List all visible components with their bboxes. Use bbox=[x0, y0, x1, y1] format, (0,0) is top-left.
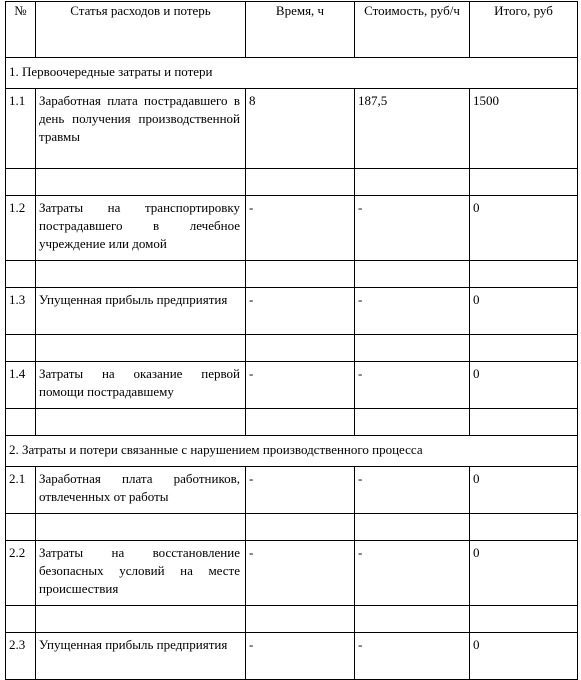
row-desc: Заработная плата работников, отвлеченных от работы bbox=[36, 467, 246, 514]
table-row bbox=[6, 633, 578, 680]
spacer-row bbox=[6, 335, 578, 362]
row-time: - bbox=[246, 196, 355, 261]
table-row bbox=[6, 288, 578, 335]
row-cost: - bbox=[355, 541, 470, 606]
table-row bbox=[6, 196, 578, 261]
spacer-row bbox=[6, 261, 578, 288]
row-total: 0 bbox=[470, 196, 578, 261]
header-num: № bbox=[6, 2, 36, 58]
header-cost: Стоимость, руб/ч bbox=[355, 2, 470, 58]
row-time: 8 bbox=[246, 89, 355, 169]
row-total: 0 bbox=[470, 362, 578, 409]
row-cost: 187,5 bbox=[355, 89, 470, 169]
table-header-row bbox=[6, 2, 578, 58]
row-num: 2.2 bbox=[6, 541, 36, 606]
row-desc: Затраты на оказание первой помощи пострадавшему bbox=[36, 362, 246, 409]
section-title: 2. Затраты и потери связанные с нарушением производственного процесса bbox=[6, 436, 578, 467]
header-time: Время, ч bbox=[246, 2, 355, 58]
row-total: 1500 bbox=[470, 89, 578, 169]
section-title: 1. Первоочередные затраты и потери bbox=[6, 58, 578, 89]
costs-table bbox=[5, 1, 578, 680]
row-total: 0 bbox=[470, 633, 578, 680]
row-total: 0 bbox=[470, 467, 578, 514]
table-row bbox=[6, 467, 578, 514]
row-num: 1.3 bbox=[6, 288, 36, 335]
row-time: - bbox=[246, 541, 355, 606]
table-row bbox=[6, 541, 578, 606]
row-desc: Затраты на восстановление безопасных условий на месте происшествия bbox=[36, 541, 246, 606]
row-desc: Упущенная прибыль предприятия bbox=[36, 633, 246, 680]
header-total: Итого, руб bbox=[470, 2, 578, 58]
row-desc: Заработная плата пострадавшего в день получения производственной травмы bbox=[36, 89, 246, 169]
row-num: 1.4 bbox=[6, 362, 36, 409]
table-row bbox=[6, 362, 578, 409]
spacer-row bbox=[6, 169, 578, 196]
row-num: 2.1 bbox=[6, 467, 36, 514]
row-time: - bbox=[246, 467, 355, 514]
row-cost: - bbox=[355, 633, 470, 680]
spacer-row bbox=[6, 514, 578, 541]
spacer-row bbox=[6, 409, 578, 436]
row-cost: - bbox=[355, 467, 470, 514]
header-item: Статья расходов и потерь bbox=[36, 2, 246, 58]
row-num: 2.3 bbox=[6, 633, 36, 680]
row-num: 1.2 bbox=[6, 196, 36, 261]
row-num: 1.1 bbox=[6, 89, 36, 169]
row-desc: Затраты на транспортировку пострадавшего в лечебное учреждение или домой bbox=[36, 196, 246, 261]
table-row bbox=[6, 89, 578, 169]
row-desc: Упущенная прибыль предприятия bbox=[36, 288, 246, 335]
section-row bbox=[6, 58, 578, 89]
row-total: 0 bbox=[470, 541, 578, 606]
spacer-row bbox=[6, 606, 578, 633]
row-time: - bbox=[246, 633, 355, 680]
row-cost: - bbox=[355, 288, 470, 335]
row-time: - bbox=[246, 362, 355, 409]
section-row bbox=[6, 436, 578, 467]
row-cost: - bbox=[355, 196, 470, 261]
row-total: 0 bbox=[470, 288, 578, 335]
row-time: - bbox=[246, 288, 355, 335]
row-cost: - bbox=[355, 362, 470, 409]
